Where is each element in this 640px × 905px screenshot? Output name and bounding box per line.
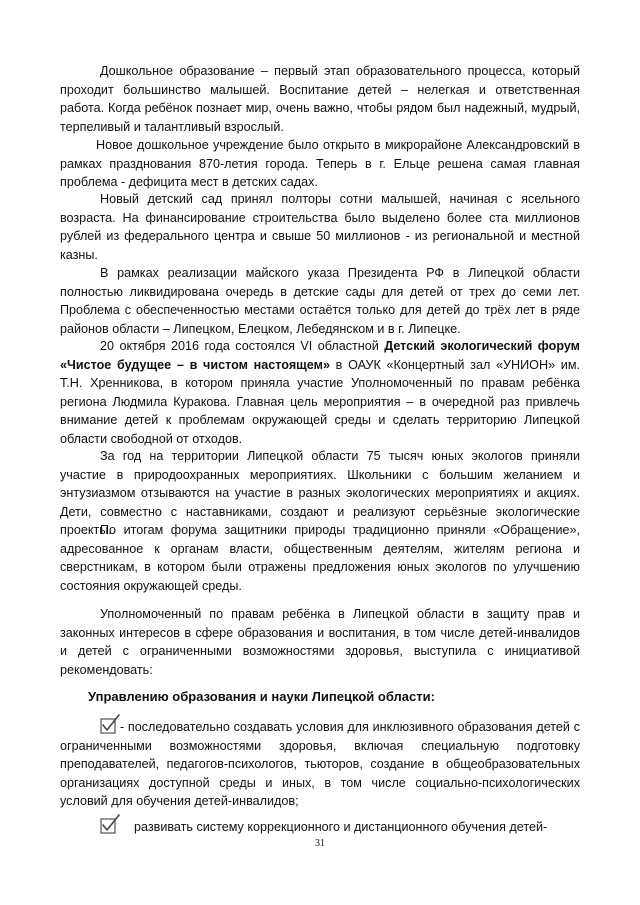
forum-intro-text: 20 октября 2016 года состоялся VI областной [100,339,385,353]
recommendations-heading: Управлению образования и науки Липецкой области: [88,689,435,704]
forum-slogan: «Чистое будущее – в чистом настоящем» [60,357,330,372]
checkbox-check-icon [100,814,122,834]
forum-description: в ОАУК «Концертный зал «УНИОН» им. Т.Н. Хренникова, в котором приняла участие Уполномоченный по правам ребёнка региона Людмила Куракова. Главная цель мероприятия – в очередной раз привлечь внимание детей к проблемам окружающей среды и сделать территорию Липецкой области свободной от отходов. [60,357,580,446]
paragraph-new-institution: Новое дошкольное учреждение было открыто в микрорайоне Александровский в рамках празднования 870-летия города. Теперь в г. Ельце решена самая главная проблема - дефицита мест в детских садах. [60,138,580,189]
bullet-inclusive-education: - последовательно создавать условия для инклюзивного образования детей с ограниченными возможностями здоровья, включая специальную подготовку преподавателей, педагогов-психологов, тьюторов, создание в общеобразовательных организациях доступной среды и иных, в том числе социально-психологических условий для обучения детей-инвалидов; [60,720,580,808]
paragraph-appeal: По итогам форума защитники природы традиционно приняли «Обращение», адресованное к органам власти, общественным деятелям, жителям региона и сверстникам, в котором были отражены предложения юных экологов по улучшению состояния окружающей среды. [60,523,580,593]
forum-title: Детский экологический форум [384,339,580,353]
paragraph-preschool: Дошкольное образование – первый этап образовательного процесса, который проходит большинство малышей. Воспитание детей – нелегкая и ответственная работа. Когда ребёнок познает мир, очень важно, чтобы рядом был надежный, мудрый, терпеливый и талантливый взрослый. [60,64,580,134]
paragraph-new-kindergarten: Новый детский сад принял полторы сотни малышей, начиная с ясельного возраста. На финансирование строительства было выделено более ста миллионов рублей из федерального центра и свыше 50 миллионов - из региональной и местной казны. [60,192,580,262]
bullet-correctional-education: развивать систему коррекционного и дистанционного обучения детей- [134,820,548,834]
paragraph-young-ecologists: За год на территории Липецкой области 75 тысяч юных экологов приняли участие в природоохранных мероприятиях. Школьники с большим желанием и энтузиазмом отзываются на участие в разных экологических мероприятиях и акциях. Дети, совместно с наставниками, создают и реализуют серьёзные экологические проекты. [60,449,580,537]
page-number: 31 [315,838,325,849]
paragraph-may-decree: В рамках реализации майского указа Президента РФ в Липецкой области полностью ликвидирована очередь в детские сады для детей от трех до семи лет. Проблема с обеспеченностью местами остаётся только для детей до трёх лет в ряде районов области – Липецком, Елецком, Лебедянском и в г. Липецке. [60,266,580,336]
paragraph-eco-forum [60,337,580,448]
paragraph-ombudsman: Уполномоченный по правам ребёнка в Липецкой области в защиту прав и законных интересов в сфере образования и воспитания, в том числе детей-инвалидов и детей с ограниченными возможностями здоровья, выступила с инициативой рекомендовать: [60,607,580,677]
